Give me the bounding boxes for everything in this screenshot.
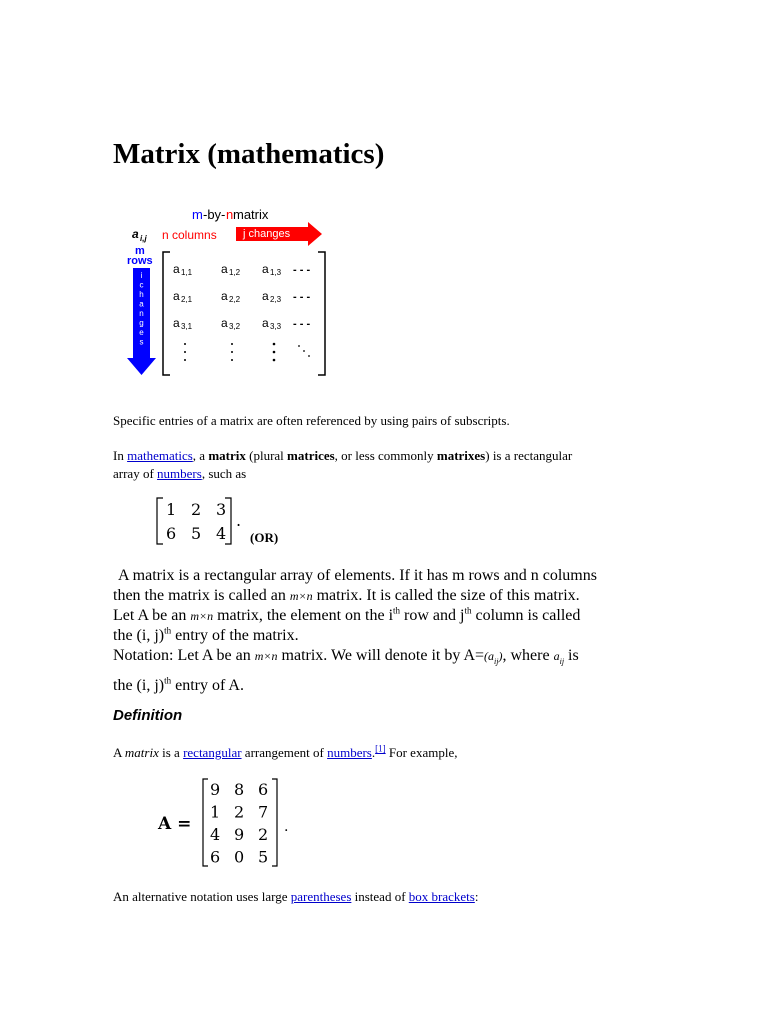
i-changes-letter: i [140,271,143,280]
matrix-explanation [113,566,713,696]
i-changes-letter: a [139,299,144,309]
text: column is called [471,607,581,624]
matrix1-cell: 5 [191,524,202,543]
j-changes-label: j changes [243,228,291,240]
matrix2-period: . [284,819,289,835]
text: instead of [351,889,409,904]
text: An alternative notation uses large [113,889,291,904]
diagram-entry-sub: 1,2 [229,268,241,277]
diagram-entry-sub: 2,3 [270,295,282,304]
diagram-caption: Specific entries of a matrix are often referenced by using pairs of subscripts. [113,413,510,428]
matrix1-cell: 4 [216,524,227,543]
math-aij: (a [484,649,495,663]
example-matrix-2 [155,775,305,870]
matrix1-cell: 6 [166,524,177,543]
text: (plural [245,448,288,463]
diagram-row-dots: - - - [293,318,311,330]
example-matrix-1 [150,494,290,550]
text: , or less commonly [334,448,437,463]
diagram-title-by: -by- [203,207,226,222]
sup-th: th [164,625,172,636]
matrix1-period: . [236,511,242,530]
text: is a [158,745,184,760]
link-box-brackets[interactable]: box brackets [408,889,475,904]
text: the (i, j) [113,627,165,644]
diagram-entry: a [221,289,228,303]
intro-paragraph [113,447,673,483]
text: . [371,745,376,760]
definition-heading: Definition [113,707,183,724]
diagram-entry-sub: 1,1 [181,268,193,277]
i-changes-letter: h [139,290,144,299]
aij-label: a [132,227,139,241]
n-columns-label: n columns [162,228,217,242]
or-label: (OR) [250,530,279,545]
diagram-entries [173,262,310,331]
matrix2-cell: 2 [234,802,245,822]
matrix2-cell: 6 [258,780,269,799]
alt-notation-paragraph [113,888,478,906]
text: is [564,647,579,664]
text: , a [192,448,209,463]
sub-ij: ij [559,657,565,667]
text: Let A be an [113,607,191,624]
definition-paragraph [113,744,457,762]
sup-th: th [464,605,472,616]
matrix-diagram [118,200,338,385]
rows-label: rows [127,255,153,267]
math-a: a [553,649,560,663]
term-matrix: matrix [208,448,246,463]
text: array of [113,466,158,481]
term-matrixes: matrixes [436,448,486,463]
sub-ij: ij [494,657,499,667]
matrix2-cell: 2 [258,825,269,844]
diagram-entry-sub: 3,3 [270,322,282,331]
text: For example, [385,745,458,760]
diagram-entry: a [173,289,180,303]
diagram-entry-sub: 2,2 [229,295,241,304]
diagram-entry: a [262,289,269,303]
matrix2-cell: 6 [210,847,221,867]
matrix1-cell: 1 [166,500,177,519]
reference-1[interactable]: [1] [375,743,386,754]
diagram-title-n: n [226,207,234,222]
matrix2-cell: 9 [234,825,245,844]
diagram-entry: a [221,316,228,330]
diagram-row-dots: - - - [293,291,311,303]
i-changes-letter: c [139,280,144,290]
sup-th: th [393,605,401,616]
text: matrix, the element on the i [213,607,394,624]
link-parentheses[interactable]: parentheses [290,889,352,904]
diagram-entry-sub: 2,1 [181,295,193,304]
text: entry of A. [171,677,244,695]
i-changes-letter: e [139,328,144,337]
text: matrix. We will denote it by A= [277,647,485,664]
diagram-entry: a [262,262,269,276]
math-mxn: m×n [190,609,214,623]
diagram-entry-sub: 3,2 [229,322,241,331]
text: A matrix is a rectangular array of elements. If it has m rows and n columns [118,567,597,584]
left-bracket [163,252,170,375]
text: matrix. It is called the size of this matrix. [312,587,580,604]
diagram-row-dots: - - - [293,264,311,276]
text: row and j [400,607,465,624]
matrix2-cell: 9 [210,780,221,799]
math-mxn: m×n [289,589,313,603]
sup-th: th [164,675,172,686]
diagram-entry: a [221,262,228,276]
vertical-dots [184,343,310,362]
page-title: Matrix (mathematics) [113,138,385,170]
matrix2-label: A = [158,814,192,834]
diagram-title-m: m [192,207,203,222]
math-mxn: m×n [254,649,278,663]
term-matrices: matrices [287,448,335,463]
diagram-entry-sub: 1,3 [270,268,282,277]
matrix2-cell: 5 [258,847,269,867]
text: ) is a rectangular [485,448,573,463]
m-label: m [135,245,145,257]
diagram-title-tail: matrix [233,207,269,222]
text: entry of the matrix. [171,627,299,644]
i-changes-letter: s [139,337,144,347]
text: , such as [201,466,247,481]
i-changes-letter: n [139,309,144,318]
term-matrix: matrix [124,745,159,760]
aij-sub: i,j [140,234,147,243]
matrix1-cell: 2 [191,500,202,519]
text: In [113,448,128,463]
diagram-entry: a [173,316,180,330]
matrix2-cell: 7 [258,802,269,822]
diagram-entry: a [262,316,269,330]
matrix1-cell: 3 [216,500,227,519]
text: the (i, j) [113,677,165,695]
text: then the matrix is called an [113,587,290,604]
link-rectangular[interactable]: rectangular [183,745,242,760]
matrix2-cell: 4 [210,825,221,844]
text: Notation: Let A be an [113,647,255,664]
link-numbers-2[interactable]: numbers [327,745,372,760]
matrix2-cell: 1 [210,802,221,822]
matrix2-cell: 0 [234,847,245,867]
link-mathematics[interactable]: mathematics [127,448,193,463]
diagram-entry: a [173,262,180,276]
text: arrangement of [241,745,328,760]
i-changes-letter: g [139,318,144,328]
diagram-entry-sub: 3,1 [181,322,193,331]
text: : [474,889,479,904]
matrix2-cell: 8 [234,780,245,799]
right-bracket [318,252,325,375]
link-numbers[interactable]: numbers [157,466,202,481]
text: A [113,745,125,760]
math-close: ) [498,649,503,663]
text: , where [502,647,554,664]
